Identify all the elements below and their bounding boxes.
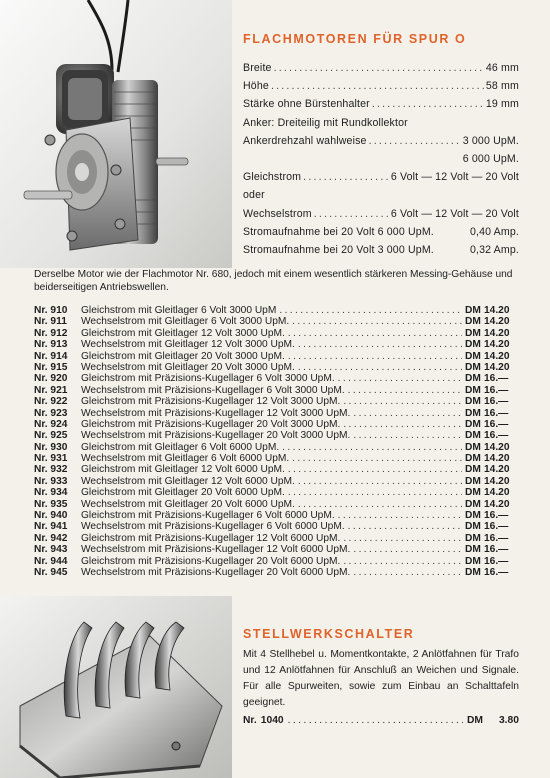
flat-motor-photo	[0, 0, 232, 268]
leader-dots	[288, 328, 462, 339]
product-price: 14.20	[484, 475, 510, 487]
product-price: 14.20	[484, 498, 510, 510]
product-currency: DM	[465, 464, 481, 476]
product-number: Nr. 930	[34, 441, 68, 453]
leader-dots	[343, 533, 462, 544]
product-row	[34, 442, 518, 453]
leader-dots	[353, 567, 462, 578]
switch-price-row	[243, 715, 519, 726]
product-row	[34, 533, 518, 544]
spec-row	[243, 135, 519, 153]
spec-row	[243, 208, 519, 226]
product-description: Wechselstrom mit Präzisions-Kugellager 20 Volt 6000 UpM.	[81, 566, 351, 578]
spec-value: 6 Volt — 12 Volt — 20 Volt	[390, 207, 519, 220]
product-row	[34, 419, 518, 430]
product-price: 14.20	[484, 361, 510, 373]
product-price: 16.—	[484, 430, 509, 442]
product-number: Nr. 911	[34, 316, 67, 328]
product-description: Wechselstrom mit Präzisions-Kugellager 6 Volt 6000 UpM.	[81, 521, 345, 533]
leader-dots	[348, 521, 462, 532]
product-description: Gleichstrom mit Gleitlager 12 Volt 6000 UpM.	[81, 464, 285, 476]
spec-row	[243, 80, 519, 98]
spec-label: Stärke ohne Bürstenhalter	[243, 98, 370, 111]
leader-dots	[298, 476, 462, 487]
product-currency: DM	[465, 316, 481, 328]
spec-row	[243, 244, 519, 262]
product-number: Nr. 920	[34, 373, 68, 385]
switch-price: 3.80	[498, 715, 519, 726]
product-row	[34, 351, 518, 362]
product-number: Nr. 932	[34, 464, 68, 476]
leader-dots	[292, 316, 462, 327]
product-row	[34, 339, 518, 350]
leader-dots	[279, 305, 462, 316]
product-currency: DM	[465, 544, 481, 556]
product-row	[34, 453, 518, 464]
product-description: Gleichstrom mit Gleitlager 6 Volt 6000 UpM.	[81, 441, 280, 453]
product-currency: DM	[465, 339, 481, 351]
spec-row	[243, 62, 519, 80]
spec-value: 6 Volt — 12 Volt — 20 Volt	[390, 171, 519, 184]
product-number: Nr. 931	[34, 453, 68, 465]
product-number: Nr. 945	[34, 566, 68, 578]
product-description: Wechselstrom mit Gleitlager 6 Volt 3000 UpM.	[81, 316, 290, 328]
product-number: Nr. 913	[34, 339, 68, 351]
product-currency: DM	[465, 384, 481, 396]
product-number: Nr. 921	[34, 384, 68, 396]
product-number: Nr. 910	[34, 305, 68, 316]
leader-dots	[288, 464, 462, 475]
spec-row	[243, 98, 519, 116]
product-number: Nr. 915	[34, 361, 68, 373]
leader-dots	[292, 453, 462, 464]
product-currency: DM	[465, 430, 481, 442]
leader-dots	[271, 80, 484, 92]
switch-description: Mit 4 Stellhebel u. Momentkontakte, 2 Anlötfahnen für Trafo und 12 Anlötfahnen für Anschluß an Weichen und Signale. Für alle Spurweiten, sowie zum Einbau an Schalttafeln geeignet.	[243, 649, 519, 708]
product-description: Gleichstrom mit Gleitlager 20 Volt 3000 UpM.	[81, 350, 285, 362]
product-row	[34, 396, 518, 407]
leader-dots	[343, 396, 462, 407]
product-price: 14.20	[484, 464, 510, 476]
product-number: Nr. 943	[34, 544, 68, 556]
product-row	[34, 328, 518, 339]
motor-spec-table	[243, 62, 519, 262]
product-currency: DM	[465, 361, 481, 373]
product-description: Wechselstrom mit Präzisions-Kugellager 20 Volt 3000 UpM.	[81, 430, 351, 442]
product-currency: DM	[465, 407, 481, 419]
leader-dots	[288, 487, 462, 498]
product-price: 16.—	[484, 418, 509, 430]
product-description: Gleichstrom mit Gleitlager 6 Volt 3000 UpM	[81, 305, 277, 316]
product-currency: DM	[465, 498, 481, 510]
product-description: Wechselstrom mit Präzisions-Kugellager 6 Volt 3000 UpM.	[81, 384, 345, 396]
product-row	[34, 385, 518, 396]
leader-dots	[348, 385, 462, 396]
product-currency: DM	[465, 396, 481, 408]
motor-section-title: FLACHMOTOREN FÜR SPUR O	[243, 32, 467, 46]
product-number: Nr. 941	[34, 521, 68, 533]
spec-value: 19 mm	[485, 98, 519, 111]
spec-value: 58 mm	[485, 80, 519, 93]
product-row	[34, 408, 518, 419]
product-description: Wechselstrom mit Präzisions-Kugellager 12 Volt 6000 UpM.	[81, 544, 351, 556]
product-price: 14.20	[484, 316, 510, 328]
product-number: Nr. 942	[34, 532, 68, 544]
leader-dots	[298, 339, 462, 350]
product-currency: DM	[465, 532, 481, 544]
leader-dots	[369, 135, 461, 147]
price-list	[34, 305, 518, 578]
product-description: Gleichstrom mit Präzisions-Kugellager 12 Volt 6000 UpM.	[81, 532, 341, 544]
leader-dots	[353, 408, 462, 419]
product-number: Nr. 940	[34, 510, 68, 522]
product-price: 14.20	[484, 453, 510, 465]
product-number: Nr. 934	[34, 487, 68, 499]
spec-row	[243, 153, 519, 171]
product-description: Gleichstrom mit Gleitlager 20 Volt 6000 UpM.	[81, 487, 285, 499]
switch-currency: DM	[466, 715, 483, 726]
product-currency: DM	[465, 350, 481, 362]
product-price: 14.20	[484, 441, 510, 453]
spec-value: 3 000 UpM.	[462, 134, 519, 147]
leader-dots	[314, 208, 389, 220]
switch-nr-label: Nr.	[243, 715, 257, 726]
product-price: 16.—	[484, 407, 509, 419]
product-price: 16.—	[484, 544, 509, 556]
product-price: 16.—	[484, 373, 509, 385]
product-currency: DM	[465, 510, 481, 522]
product-description: Gleichstrom mit Präzisions-Kugellager 20 Volt 6000 UpM.	[81, 555, 341, 567]
leader-dots	[298, 499, 462, 510]
product-row	[34, 373, 518, 384]
spec-row	[243, 189, 519, 207]
spec-label: Anker: Dreiteilig mit Rundkollektor	[243, 116, 408, 129]
product-row	[34, 316, 518, 327]
product-price: 16.—	[484, 384, 509, 396]
leader-dots	[298, 362, 462, 373]
leader-dots	[288, 715, 463, 726]
spec-value: 0,32 Amp.	[469, 243, 519, 256]
product-description: Wechselstrom mit Gleitlager 20 Volt 3000 UpM.	[81, 361, 295, 373]
product-description: Wechselstrom mit Präzisions-Kugellager 12 Volt 3000 UpM.	[81, 407, 351, 419]
product-row	[34, 430, 518, 441]
product-currency: DM	[465, 441, 481, 453]
spec-row	[243, 117, 519, 135]
product-description: Gleichstrom mit Präzisions-Kugellager 6 Volt 6000 UpM.	[81, 510, 335, 522]
product-number: Nr. 923	[34, 407, 68, 419]
leader-dots	[303, 171, 389, 183]
spec-value: 46 mm	[485, 62, 519, 74]
product-price: 14.20	[484, 305, 510, 316]
spec-row	[243, 226, 519, 244]
leader-dots	[353, 544, 462, 555]
leader-dots	[343, 556, 462, 567]
product-description: Wechselstrom mit Gleitlager 12 Volt 6000 UpM.	[81, 475, 295, 487]
product-description: Wechselstrom mit Gleitlager 6 Volt 6000 UpM.	[81, 453, 290, 465]
product-row	[34, 556, 518, 567]
product-row	[34, 499, 518, 510]
product-description: Wechselstrom mit Gleitlager 20 Volt 6000 UpM.	[81, 498, 295, 510]
leader-dots	[353, 430, 462, 441]
product-description: Gleichstrom mit Gleitlager 12 Volt 3000 UpM.	[81, 327, 285, 339]
leader-dots	[338, 373, 462, 384]
product-currency: DM	[465, 327, 481, 339]
product-currency: DM	[465, 305, 481, 316]
spec-label: Stromaufnahme bei 20 Volt 3 000 UpM.	[243, 243, 434, 256]
spec-row	[243, 171, 519, 189]
product-currency: DM	[465, 521, 481, 533]
motor-intro-text: Derselbe Motor wie der Flachmotor Nr. 680, jedoch mit einem wesentlich stärkeren Messing-Gehäuse und beiderseitigen Antriebswellen.	[34, 269, 513, 293]
spec-label: oder	[243, 189, 265, 202]
product-currency: DM	[465, 566, 481, 578]
product-number: Nr. 935	[34, 498, 68, 510]
product-description: Gleichstrom mit Präzisions-Kugellager 6 Volt 3000 UpM.	[81, 373, 335, 385]
product-number: Nr. 924	[34, 418, 68, 430]
product-number: Nr. 922	[34, 396, 68, 408]
signal-box-switch-photo	[0, 596, 232, 778]
product-price: 16.—	[484, 532, 509, 544]
product-currency: DM	[465, 487, 481, 499]
spec-value: 6 000 UpM.	[462, 152, 519, 165]
leader-dots	[282, 442, 462, 453]
spec-label: Stromaufnahme bei 20 Volt 6 000 UpM.	[243, 225, 434, 238]
spec-label: Ankerdrehzahl wahlweise	[243, 134, 367, 147]
product-description: Gleichstrom mit Präzisions-Kugellager 20 Volt 3000 UpM.	[81, 418, 341, 430]
product-number: Nr. 944	[34, 555, 68, 567]
leader-dots	[338, 510, 462, 521]
spec-label: Höhe	[243, 80, 269, 93]
spec-label: Breite	[243, 62, 272, 74]
spec-label: Wechselstrom	[243, 207, 312, 220]
product-number: Nr. 933	[34, 475, 68, 487]
product-number: Nr. 912	[34, 327, 68, 339]
product-description: Wechselstrom mit Gleitlager 12 Volt 3000 UpM.	[81, 339, 295, 351]
leader-dots	[343, 419, 462, 430]
product-price: 16.—	[484, 566, 509, 578]
product-row	[34, 521, 518, 532]
product-price: 16.—	[484, 396, 509, 408]
leader-dots	[274, 62, 484, 74]
leader-dots	[372, 98, 484, 110]
product-row	[34, 476, 518, 487]
product-number: Nr. 925	[34, 430, 68, 442]
product-row	[34, 362, 518, 373]
product-row	[34, 487, 518, 498]
spec-label: Gleichstrom	[243, 171, 302, 184]
product-price: 14.20	[484, 339, 510, 351]
product-price: 14.20	[484, 487, 510, 499]
product-currency: DM	[465, 418, 481, 430]
product-row	[34, 567, 518, 578]
product-row	[34, 464, 518, 475]
switch-nr-value: 1040	[260, 715, 284, 726]
leader-dots	[288, 351, 462, 362]
product-row	[34, 544, 518, 555]
product-currency: DM	[465, 453, 481, 465]
product-row	[34, 305, 518, 316]
product-price: 14.20	[484, 327, 510, 339]
spec-value: 0,40 Amp.	[469, 225, 519, 238]
product-number: Nr. 914	[34, 350, 68, 362]
product-price: 16.—	[484, 555, 509, 567]
product-price: 16.—	[484, 521, 509, 533]
product-currency: DM	[465, 555, 481, 567]
product-row	[34, 510, 518, 521]
product-description: Gleichstrom mit Präzisions-Kugellager 12 Volt 3000 UpM.	[81, 396, 341, 408]
switch-section-title: STELLWERKSCHALTER	[243, 627, 415, 641]
product-price: 14.20	[484, 350, 510, 362]
product-currency: DM	[465, 373, 481, 385]
product-currency: DM	[465, 475, 481, 487]
product-price: 16.—	[484, 510, 509, 522]
